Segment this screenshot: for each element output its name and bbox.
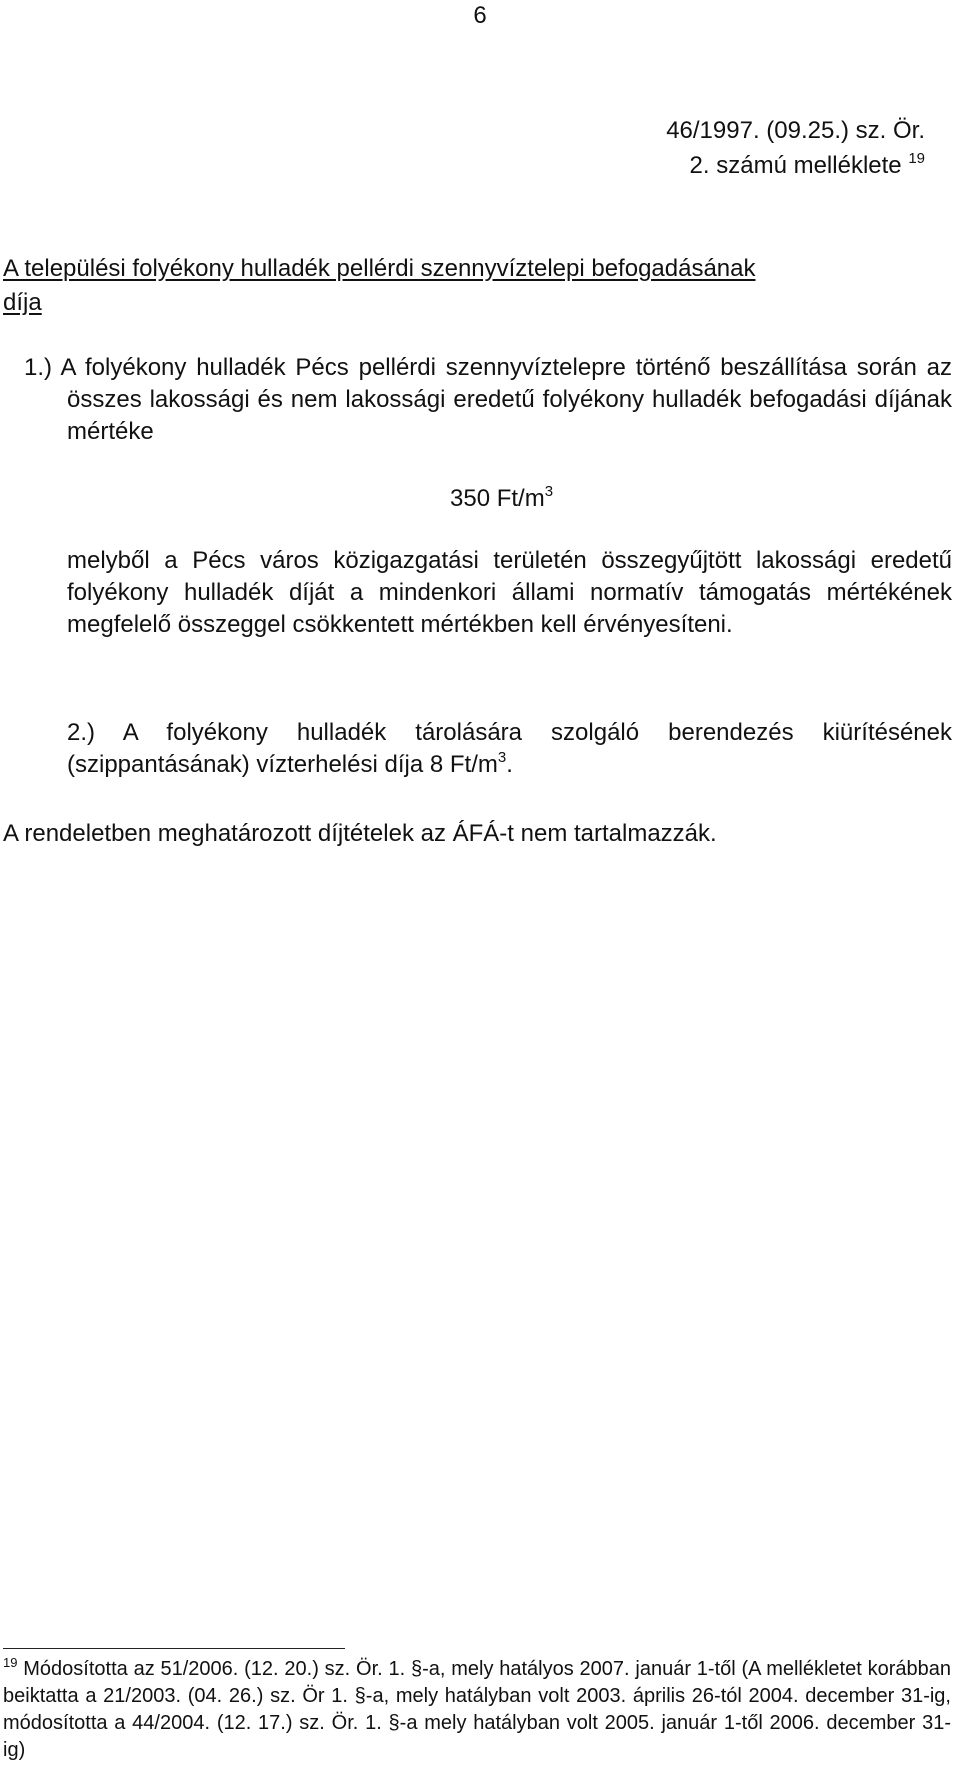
section-1-body: melyből a Pécs város közigazgatási területén összegyűjtött lakossági eredetű folyékony hulladék díját a mindenkori állami normatív támogatás mértékének megfelelő összeggel csökkentett mértékben kell érvényesíteni. bbox=[67, 547, 952, 638]
footnote-number: 19 bbox=[3, 1655, 18, 1670]
section-1-intro: 1.) A folyékony hulladék Pécs pellérdi szennyvíztelepre történő beszállítása során az összes lakossági és nem lakossági eredetű folyékony hulladék befogadási díjának mértéke bbox=[24, 354, 952, 445]
section-2-exponent: 3 bbox=[497, 749, 507, 766]
section-2 bbox=[67, 717, 952, 781]
footnote-19 bbox=[3, 1656, 951, 1764]
vat-note: A rendeletben meghatározott díjtételek az ÁFÁ-t nem tartalmazzák. bbox=[3, 820, 717, 847]
fee-amount bbox=[450, 484, 553, 514]
footnote-marker[interactable]: 19 bbox=[908, 150, 925, 167]
fee-amount-text: 350 Ft/m bbox=[450, 485, 545, 512]
title-line-2: díja bbox=[3, 289, 42, 316]
page-number: 6 bbox=[473, 2, 487, 29]
section-2-end: . bbox=[506, 751, 513, 778]
footnote-text: Módosította az 51/2006. (12. 20.) sz. Ör. 1. §-a, mely hatályos 2007. január 1-től (A mellékletet korábban beiktatta a 21/2003. (04. 26.) sz. Ör 1. §-a, mely hatályban volt 2003. április 26-tól 2004. december 31-ig, módosította a 44/2004. (12. 17.) sz. Ör. 1. §-a mely hatályban volt 2005. január 1-től 2006. december 31-ig) bbox=[3, 1658, 951, 1761]
annex-label bbox=[690, 151, 925, 181]
section-2-text: 2.) A folyékony hulladék tárolására szolgáló berendezés kiürítésének (szippantásának) vízterhelési díja 8 Ft/m bbox=[67, 719, 952, 778]
fee-unit-exponent: 3 bbox=[544, 483, 554, 500]
annex-label-text: 2. számú melléklete bbox=[689, 152, 902, 179]
regulation-reference: 46/1997. (09.25.) sz. Ör. bbox=[666, 117, 925, 144]
footnote-separator bbox=[3, 1648, 345, 1649]
title-line-1: A települési folyékony hulladék pellérdi szennyvíztelepi befogadásának bbox=[3, 255, 756, 282]
annex-title bbox=[3, 252, 951, 320]
